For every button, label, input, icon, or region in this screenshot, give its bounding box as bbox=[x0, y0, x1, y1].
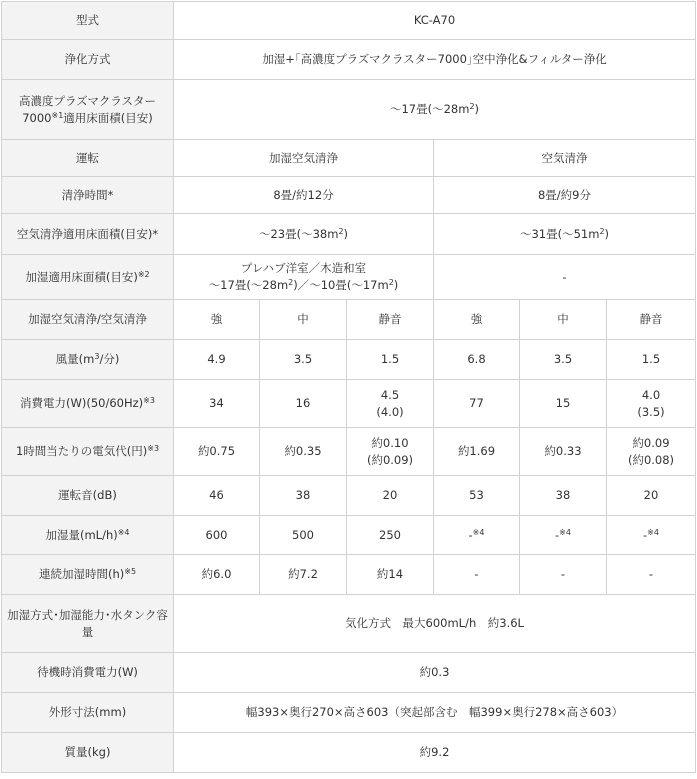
value-model: KC-A70 bbox=[174, 2, 696, 40]
cost-cell: 約1.69 bbox=[434, 428, 520, 476]
footnote-mark-5: ※5 bbox=[124, 567, 137, 576]
humid-time-cell: - bbox=[520, 555, 607, 595]
row-dimensions bbox=[2, 693, 696, 733]
humid-time-cell: - bbox=[607, 555, 696, 595]
label-airflow-sup: 3 bbox=[94, 352, 100, 361]
label-humid-amount-text: 加湿量(mL/h) bbox=[45, 527, 118, 542]
noise-cell: 46 bbox=[174, 476, 260, 516]
value-clean-area-air bbox=[434, 214, 696, 255]
row-clean-area bbox=[2, 214, 696, 255]
value-clean-area-humid bbox=[174, 214, 434, 255]
humid-amount-cell: 250 bbox=[347, 516, 434, 555]
value-plasmacluster-b: ) bbox=[474, 102, 480, 116]
cost-value-alt: (約0.09) bbox=[366, 452, 414, 467]
row-mode bbox=[2, 300, 696, 340]
row-power bbox=[2, 380, 696, 428]
row-plasmacluster-area bbox=[2, 80, 696, 140]
row-cleaning-time bbox=[2, 177, 696, 214]
airflow-cell: 4.9 bbox=[174, 340, 260, 380]
label-noise: 運転音(dB) bbox=[2, 476, 174, 516]
value-weight: 約9.2 bbox=[174, 733, 696, 773]
footnote-mark-3: ※3 bbox=[143, 396, 155, 405]
label-weight: 質量(kg) bbox=[2, 733, 174, 773]
power-value-alt: (4.0) bbox=[376, 404, 404, 419]
label-humid-time bbox=[2, 555, 174, 595]
cost-cell: 約0.33 bbox=[520, 428, 607, 476]
humid-amount-dash: - bbox=[643, 527, 648, 542]
power-cell bbox=[347, 380, 434, 428]
row-model bbox=[2, 2, 696, 40]
power-value: 4.0 bbox=[641, 387, 661, 402]
row-humid-area bbox=[2, 255, 696, 300]
label-cost bbox=[2, 428, 174, 476]
power-cell: 15 bbox=[520, 380, 607, 428]
airflow-cell: 1.5 bbox=[607, 340, 696, 380]
mode-cell: 中 bbox=[260, 300, 347, 340]
value-humid-area-line2c: ) bbox=[393, 278, 399, 292]
footnote-mark-4: ※4 bbox=[559, 527, 571, 537]
value-cleaning-time-humid: 8畳/約12分 bbox=[174, 177, 434, 214]
value-humid-area-sup1: 2 bbox=[288, 278, 294, 287]
airflow-cell: 6.8 bbox=[434, 340, 520, 380]
value-clean-area-humid-b: ) bbox=[343, 226, 349, 241]
footnote-mark-4: ※4 bbox=[117, 527, 130, 537]
label-cleaning-time: 清浄時間* bbox=[2, 177, 174, 214]
power-cell: 34 bbox=[174, 380, 260, 428]
humid-amount-dash: - bbox=[555, 527, 560, 542]
label-dimensions: 外形寸法(mm) bbox=[2, 693, 174, 733]
label-humid-area-text: 加湿適用床面積(目安) bbox=[25, 269, 138, 284]
value-humid-area-line1: プレハブ洋室／木造和室 bbox=[240, 261, 367, 275]
label-model: 型式 bbox=[2, 2, 174, 40]
humid-time-cell: 約14 bbox=[347, 555, 434, 595]
label-purification-method: 浄化方式 bbox=[2, 40, 174, 80]
label-operation: 運転 bbox=[2, 140, 174, 177]
footnote-mark-3b: ※3 bbox=[147, 444, 160, 453]
label-power-text: 消費電力(W)(50/60Hz) bbox=[20, 396, 144, 410]
label-humid-amount bbox=[2, 516, 174, 555]
humid-time-cell: 約6.0 bbox=[174, 555, 260, 595]
humid-amount-cell: 500 bbox=[260, 516, 347, 555]
humid-amount-cell: 600 bbox=[174, 516, 260, 555]
humid-time-cell: - bbox=[434, 555, 520, 595]
cost-value: 約0.09 bbox=[632, 435, 670, 450]
label-cost-text: 1時間当たりの電気代(円) bbox=[15, 444, 148, 458]
cost-cell bbox=[347, 428, 434, 476]
value-clean-area-air-b: ) bbox=[604, 226, 610, 241]
value-plasmacluster-area bbox=[174, 80, 696, 140]
label-plasmacluster-line2a: 7000 bbox=[22, 110, 52, 125]
footnote-mark-4: ※4 bbox=[472, 527, 485, 537]
value-operation-humid: 加湿空気清浄 bbox=[174, 140, 434, 177]
label-humid-area bbox=[2, 255, 174, 300]
airflow-cell: 1.5 bbox=[347, 340, 434, 380]
label-power bbox=[2, 380, 174, 428]
row-humid-time bbox=[2, 555, 696, 595]
row-cost bbox=[2, 428, 696, 476]
value-clean-area-humid-sup: 2 bbox=[338, 226, 344, 236]
value-standby-power: 約0.3 bbox=[174, 653, 696, 693]
value-humid-area-sup2: 2 bbox=[388, 278, 394, 287]
value-plasmacluster-sup: 2 bbox=[469, 102, 475, 111]
row-humid-amount bbox=[2, 516, 696, 555]
airflow-cell: 3.5 bbox=[520, 340, 607, 380]
row-noise bbox=[2, 476, 696, 516]
power-cell bbox=[607, 380, 696, 428]
label-clean-area: 空気清浄適用床面積(目安)* bbox=[2, 214, 174, 255]
label-plasmacluster-area bbox=[2, 80, 174, 140]
power-cell: 77 bbox=[434, 380, 520, 428]
mode-cell: 静音 bbox=[347, 300, 434, 340]
noise-cell: 20 bbox=[347, 476, 434, 516]
value-humid-area-humid bbox=[174, 255, 434, 300]
power-value-alt: (3.5) bbox=[637, 404, 665, 419]
row-purification-method bbox=[2, 40, 696, 80]
value-clean-area-air-sup: 2 bbox=[599, 226, 605, 236]
label-airflow-b: /分) bbox=[99, 352, 120, 366]
value-purification-method: 加湿+｢高濃度プラズマクラスター7000｣空中浄化&フィルター浄化 bbox=[174, 40, 696, 80]
mode-cell: 静音 bbox=[607, 300, 696, 340]
humid-amount-cell bbox=[520, 516, 607, 555]
value-humid-area-line2a: ～17畳(～28m bbox=[208, 278, 289, 292]
cost-value: 約0.10 bbox=[371, 435, 409, 450]
label-standby-power: 待機時消費電力(W) bbox=[2, 653, 174, 693]
value-operation-air: 空気清浄 bbox=[434, 140, 696, 177]
value-humid-method: 気化方式 最大600mL/h 約3.6L bbox=[174, 595, 696, 653]
humid-amount-cell bbox=[607, 516, 696, 555]
cost-cell: 約0.75 bbox=[174, 428, 260, 476]
row-weight bbox=[2, 733, 696, 773]
mode-cell: 強 bbox=[434, 300, 520, 340]
label-mode: 加湿空気清浄/空気清浄 bbox=[2, 300, 174, 340]
label-airflow-a: 風量(m bbox=[55, 352, 95, 366]
mode-cell: 中 bbox=[520, 300, 607, 340]
label-airflow bbox=[2, 340, 174, 380]
power-value: 4.5 bbox=[380, 387, 400, 402]
row-standby-power bbox=[2, 653, 696, 693]
row-airflow bbox=[2, 340, 696, 380]
row-humid-method bbox=[2, 595, 696, 653]
label-plasmacluster-line2b: 適用床面積(目安) bbox=[63, 110, 153, 125]
cost-value-alt: (約0.08) bbox=[627, 452, 675, 467]
spec-table bbox=[1, 1, 696, 773]
value-clean-area-humid-a: ～23畳(～38m bbox=[258, 226, 339, 241]
mode-cell: 強 bbox=[174, 300, 260, 340]
noise-cell: 38 bbox=[260, 476, 347, 516]
value-cleaning-time-air: 8畳/約9分 bbox=[434, 177, 696, 214]
footnote-mark-2: ※2 bbox=[137, 269, 150, 279]
footnote-mark-1: ※1 bbox=[51, 110, 64, 120]
humid-time-cell: 約7.2 bbox=[260, 555, 347, 595]
cost-cell: 約0.35 bbox=[260, 428, 347, 476]
value-plasmacluster-a: ～17畳(～28m bbox=[389, 102, 470, 116]
humid-amount-dash: - bbox=[468, 527, 473, 542]
label-humid-time-text: 連続加湿時間(h) bbox=[38, 567, 125, 581]
value-humid-area-air: - bbox=[434, 255, 696, 300]
value-humid-area-line2b: )／～10畳(～17m bbox=[293, 278, 389, 292]
humid-amount-cell bbox=[434, 516, 520, 555]
row-operation bbox=[2, 140, 696, 177]
power-cell: 16 bbox=[260, 380, 347, 428]
value-dimensions: 幅393×奥行270×高さ603（突起部含む 幅399×奥行278×高さ603） bbox=[174, 693, 696, 733]
cost-cell bbox=[607, 428, 696, 476]
noise-cell: 38 bbox=[520, 476, 607, 516]
label-humid-method: 加湿方式･加湿能力･水タンク容量 bbox=[2, 595, 174, 653]
noise-cell: 53 bbox=[434, 476, 520, 516]
airflow-cell: 3.5 bbox=[260, 340, 347, 380]
footnote-mark-4: ※4 bbox=[647, 527, 659, 537]
noise-cell: 20 bbox=[607, 476, 696, 516]
label-plasmacluster-line1: 高濃度プラズマクラスター bbox=[18, 93, 157, 108]
value-clean-area-air-a: ～31畳(～51m bbox=[519, 226, 600, 241]
